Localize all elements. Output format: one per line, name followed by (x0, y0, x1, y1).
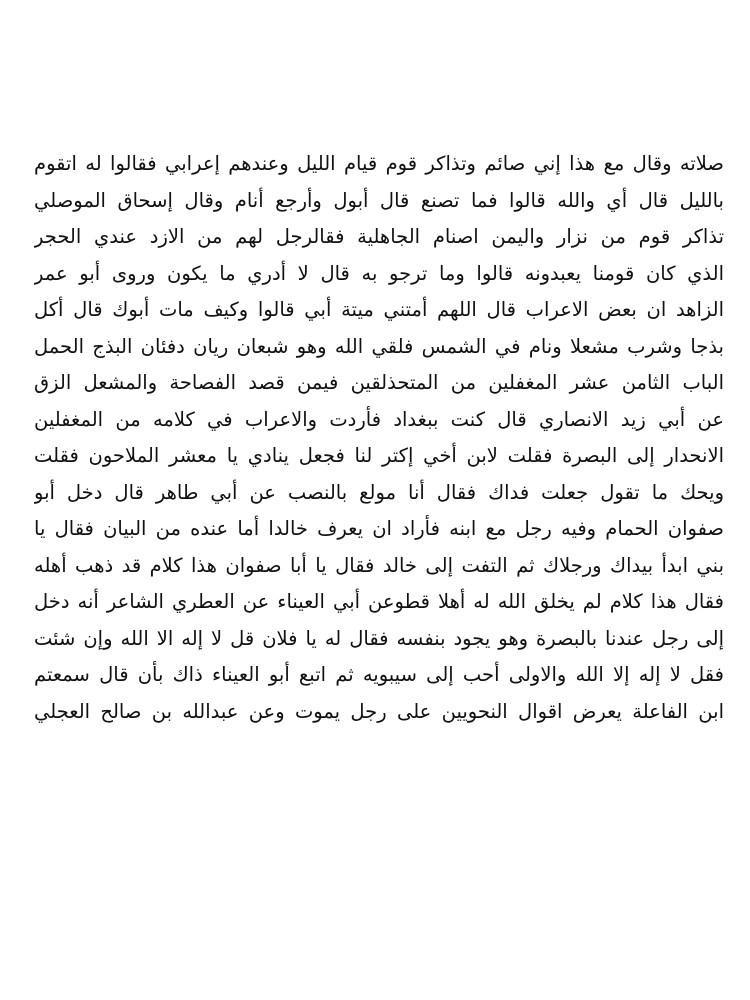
text-line: عن أبي زيد الانصاري قال كنت ببغداد فأردت والاعراب في كلامه من المغفلين (34, 407, 724, 431)
text-line: ابن الفاعلة يعرض اقوال النحويين على رجل يموت وعن عبدالله بن صالح العجلي (34, 699, 724, 723)
text-line: ويحك ما تقول جعلت فداك فقال أنا مولع بالنصب عن أبي طاهر قال دخل أبو (34, 480, 724, 504)
text-line: إلى رجل عندنا بالبصرة وهو يجود بنفسه فقال له يا فلان قل لا إله الا الله وإن شئت (34, 626, 724, 650)
text-block (34, 146, 724, 730)
text-line: بني ابدأ بيداك ورجلاك ثم التفت إلى خالد فقال يا أبا صفوان هذا كلام قد ذهب أهله (34, 553, 724, 577)
text-line: تذاكر قوم من نزار واليمن اصنام الجاهلية فقالرجل لهم من الازد عندي الحجر (34, 225, 724, 248)
text-line: صلاته وقال مع هذا إني صائم وتذاكر قوم قيام الليل وعندهم إعرابي فقالوا له اتقوم (34, 152, 724, 175)
text-line: الزاهد ان بعض الاعراب قال اللهم أمتني ميتة أبي قالوا وكيف مات أبوك قال أكل (34, 298, 724, 321)
text-line: فقل لا إله إلا الله والاولى أحب إلى سيبويه ثم اتبع أبو العيناء ذاك بأن قال سمعتم (34, 663, 724, 686)
text-line: صفوان الحمام وفيه رجل مع ابنه فأراد ان يعرف خالدا أما عنده من البيان فقال يا (34, 517, 724, 540)
text-line: الذي كان قومنا يعبدونه قالوا وما ترجو به قال لا أدري ما يكون وروى أبو عمر (34, 261, 724, 285)
text-line: الباب الثامن عشر المغفلين من المتحذلقين فيمن قصد الفصاحة والمشعل الزق (34, 371, 724, 394)
text-line: بالليل قال أي والله قالوا فما تصنع قال أبول وأرجع أنام وقال إسحاق الموصلي (34, 188, 724, 212)
text-line: بذجا وشرب مشعلا ونام في الشمس فلقي الله وهو شبعان ريان دفئان البذج الحمل (34, 334, 724, 358)
text-line: الانحدار إلى البصرة فقلت لابن أخي إكتر لنا فجعل ينادي يا معشر الملاحون فقلت (34, 444, 724, 467)
text-line: فقال هذا كلام لم يخلق الله له أهلا قطوعن أبي العيناء عن العطري الشاعر أنه دخل (34, 590, 724, 613)
